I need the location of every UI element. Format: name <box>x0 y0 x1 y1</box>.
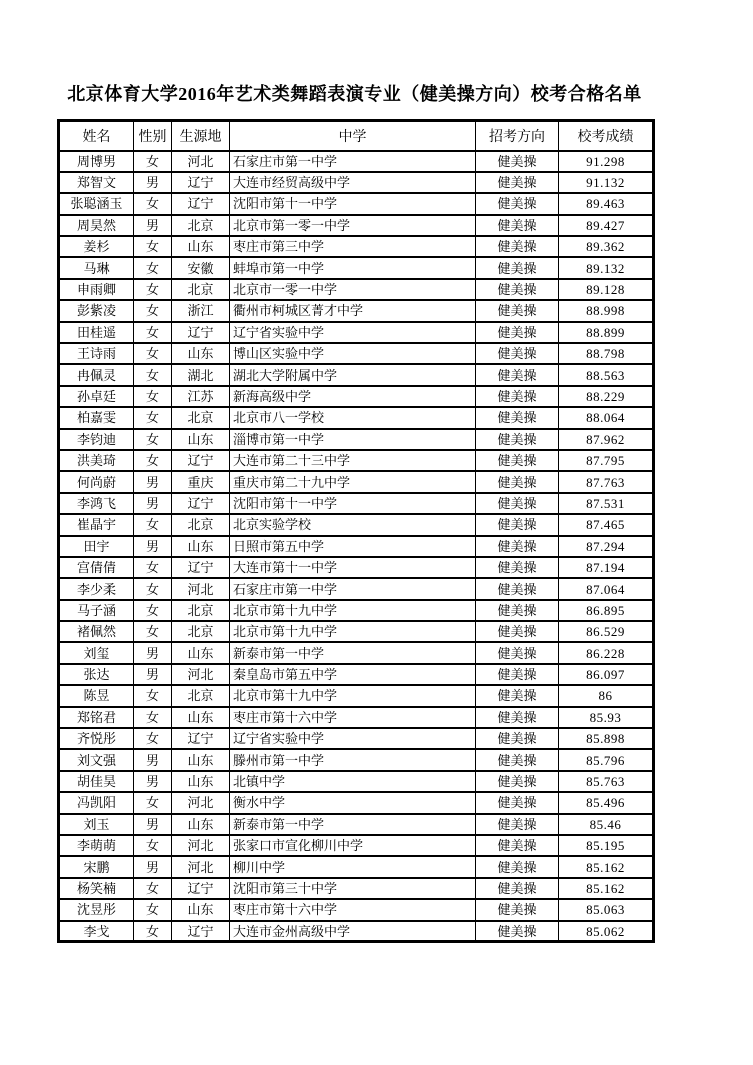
table-row <box>59 835 654 856</box>
gender-cell: 女 <box>134 450 172 471</box>
score-cell: 85.062 <box>559 921 654 942</box>
table-row <box>59 771 654 792</box>
origin-cell: 辽宁 <box>172 557 230 578</box>
name-cell: 马琳 <box>59 257 134 278</box>
school-cell: 博山区实验中学 <box>230 343 476 364</box>
origin-cell: 山东 <box>172 236 230 257</box>
school-cell: 北京市第十九中学 <box>230 621 476 642</box>
header-row <box>59 121 654 151</box>
table-row <box>59 215 654 236</box>
gender-cell: 男 <box>134 493 172 514</box>
table-row <box>59 899 654 920</box>
column-header-name: 姓名 <box>59 121 134 151</box>
score-cell: 88.064 <box>559 407 654 428</box>
gender-cell: 女 <box>134 300 172 321</box>
origin-cell: 辽宁 <box>172 921 230 942</box>
school-cell: 沈阳市第三十中学 <box>230 878 476 899</box>
name-cell: 李萌萌 <box>59 835 134 856</box>
score-cell: 87.962 <box>559 429 654 450</box>
origin-cell: 山东 <box>172 642 230 663</box>
direction-cell: 健美操 <box>476 792 559 813</box>
score-cell: 86.228 <box>559 642 654 663</box>
gender-cell: 男 <box>134 749 172 770</box>
school-cell: 衢州市柯城区菁才中学 <box>230 300 476 321</box>
direction-cell: 健美操 <box>476 322 559 343</box>
name-cell: 李钧迪 <box>59 429 134 450</box>
origin-cell: 河北 <box>172 835 230 856</box>
origin-cell: 辽宁 <box>172 172 230 193</box>
origin-cell: 浙江 <box>172 300 230 321</box>
name-cell: 胡佳昊 <box>59 771 134 792</box>
gender-cell: 男 <box>134 471 172 492</box>
school-cell: 北京市八一学校 <box>230 407 476 428</box>
table-row <box>59 707 654 728</box>
gender-cell: 女 <box>134 600 172 621</box>
school-cell: 大连市金州高级中学 <box>230 921 476 942</box>
origin-cell: 北京 <box>172 685 230 706</box>
column-header-direction: 招考方向 <box>476 121 559 151</box>
school-cell: 蚌埠市第一中学 <box>230 257 476 278</box>
name-cell: 李戈 <box>59 921 134 942</box>
school-cell: 日照市第五中学 <box>230 536 476 557</box>
school-cell: 大连市第二十三中学 <box>230 450 476 471</box>
origin-cell: 辽宁 <box>172 193 230 214</box>
origin-cell: 辽宁 <box>172 493 230 514</box>
origin-cell: 河北 <box>172 664 230 685</box>
gender-cell: 男 <box>134 856 172 877</box>
school-cell: 淄博市第一中学 <box>230 429 476 450</box>
score-cell: 88.229 <box>559 386 654 407</box>
gender-cell: 男 <box>134 536 172 557</box>
direction-cell: 健美操 <box>476 557 559 578</box>
school-cell: 北京实验学校 <box>230 514 476 535</box>
direction-cell: 健美操 <box>476 343 559 364</box>
school-cell: 大连市第十一中学 <box>230 557 476 578</box>
gender-cell: 女 <box>134 236 172 257</box>
score-cell: 87.763 <box>559 471 654 492</box>
origin-cell: 山东 <box>172 536 230 557</box>
score-cell: 86.097 <box>559 664 654 685</box>
direction-cell: 健美操 <box>476 514 559 535</box>
table-row <box>59 749 654 770</box>
score-cell: 85.063 <box>559 899 654 920</box>
origin-cell: 北京 <box>172 600 230 621</box>
gender-cell: 男 <box>134 771 172 792</box>
score-cell: 86.895 <box>559 600 654 621</box>
page-title: 北京体育大学2016年艺术类舞蹈表演专业（健美操方向）校考合格名单 <box>67 84 642 104</box>
score-cell: 88.563 <box>559 364 654 385</box>
gender-cell: 男 <box>134 664 172 685</box>
column-header-origin: 生源地 <box>172 121 230 151</box>
school-cell: 沈阳市第十一中学 <box>230 493 476 514</box>
origin-cell: 山东 <box>172 814 230 835</box>
table-row <box>59 728 654 749</box>
score-cell: 87.531 <box>559 493 654 514</box>
score-cell: 85.796 <box>559 749 654 770</box>
table-row <box>59 386 654 407</box>
name-cell: 刘文强 <box>59 749 134 770</box>
direction-cell: 健美操 <box>476 899 559 920</box>
table-row <box>59 621 654 642</box>
direction-cell: 健美操 <box>476 450 559 471</box>
name-cell: 彭紫凌 <box>59 300 134 321</box>
origin-cell: 河北 <box>172 578 230 599</box>
score-cell: 89.128 <box>559 279 654 300</box>
table-row <box>59 856 654 877</box>
score-cell: 85.496 <box>559 792 654 813</box>
direction-cell: 健美操 <box>476 429 559 450</box>
results-table <box>57 119 655 943</box>
table-row <box>59 792 654 813</box>
gender-cell: 女 <box>134 878 172 899</box>
table-row <box>59 664 654 685</box>
score-cell: 85.93 <box>559 707 654 728</box>
name-cell: 何尚蔚 <box>59 471 134 492</box>
school-cell: 枣庄市第十六中学 <box>230 707 476 728</box>
direction-cell: 健美操 <box>476 856 559 877</box>
gender-cell: 女 <box>134 707 172 728</box>
direction-cell: 健美操 <box>476 621 559 642</box>
table-row <box>59 407 654 428</box>
score-cell: 89.132 <box>559 257 654 278</box>
origin-cell: 河北 <box>172 151 230 172</box>
gender-cell: 男 <box>134 642 172 663</box>
table-row <box>59 343 654 364</box>
gender-cell: 女 <box>134 514 172 535</box>
score-cell: 86.529 <box>559 621 654 642</box>
name-cell: 宫倩倩 <box>59 557 134 578</box>
table-row <box>59 151 654 172</box>
origin-cell: 河北 <box>172 856 230 877</box>
score-cell: 89.362 <box>559 236 654 257</box>
score-cell: 87.294 <box>559 536 654 557</box>
direction-cell: 健美操 <box>476 151 559 172</box>
name-cell: 张聪涵玉 <box>59 193 134 214</box>
column-header-school: 中学 <box>230 121 476 151</box>
school-cell: 沈阳市第十一中学 <box>230 193 476 214</box>
direction-cell: 健美操 <box>476 878 559 899</box>
school-cell: 秦皇岛市第五中学 <box>230 664 476 685</box>
name-cell: 沈昱彤 <box>59 899 134 920</box>
origin-cell: 山东 <box>172 899 230 920</box>
direction-cell: 健美操 <box>476 257 559 278</box>
gender-cell: 女 <box>134 343 172 364</box>
table-row <box>59 536 654 557</box>
direction-cell: 健美操 <box>476 215 559 236</box>
name-cell: 李鸿飞 <box>59 493 134 514</box>
direction-cell: 健美操 <box>476 236 559 257</box>
school-cell: 张家口市宣化柳川中学 <box>230 835 476 856</box>
school-cell: 枣庄市第三中学 <box>230 236 476 257</box>
school-cell: 辽宁省实验中学 <box>230 728 476 749</box>
score-cell: 89.427 <box>559 215 654 236</box>
gender-cell: 女 <box>134 921 172 942</box>
table-row <box>59 493 654 514</box>
table-row <box>59 471 654 492</box>
school-cell: 湖北大学附属中学 <box>230 364 476 385</box>
table-row <box>59 514 654 535</box>
origin-cell: 北京 <box>172 621 230 642</box>
score-cell: 85.898 <box>559 728 654 749</box>
table-row <box>59 685 654 706</box>
name-cell: 刘玉 <box>59 814 134 835</box>
origin-cell: 山东 <box>172 707 230 728</box>
origin-cell: 安徽 <box>172 257 230 278</box>
name-cell: 宋鹏 <box>59 856 134 877</box>
results-table-body <box>59 151 654 942</box>
school-cell: 北京市第一零一中学 <box>230 215 476 236</box>
name-cell: 陈昱 <box>59 685 134 706</box>
direction-cell: 健美操 <box>476 279 559 300</box>
gender-cell: 女 <box>134 407 172 428</box>
school-cell: 北京市一零一中学 <box>230 279 476 300</box>
origin-cell: 辽宁 <box>172 450 230 471</box>
table-row <box>59 878 654 899</box>
score-cell: 85.763 <box>559 771 654 792</box>
document-content <box>57 80 652 943</box>
table-row <box>59 322 654 343</box>
school-cell: 北京市第十九中学 <box>230 685 476 706</box>
column-header-score: 校考成绩 <box>559 121 654 151</box>
school-cell: 重庆市第二十九中学 <box>230 471 476 492</box>
gender-cell: 男 <box>134 215 172 236</box>
score-cell: 91.132 <box>559 172 654 193</box>
gender-cell: 女 <box>134 429 172 450</box>
score-cell: 85.162 <box>559 878 654 899</box>
school-cell: 新海高级中学 <box>230 386 476 407</box>
school-cell: 石家庄市第一中学 <box>230 151 476 172</box>
gender-cell: 女 <box>134 685 172 706</box>
name-cell: 田桂遥 <box>59 322 134 343</box>
name-cell: 周昊然 <box>59 215 134 236</box>
gender-cell: 女 <box>134 621 172 642</box>
direction-cell: 健美操 <box>476 493 559 514</box>
gender-cell: 女 <box>134 792 172 813</box>
gender-cell: 女 <box>134 728 172 749</box>
school-cell: 石家庄市第一中学 <box>230 578 476 599</box>
gender-cell: 女 <box>134 578 172 599</box>
school-cell: 新泰市第一中学 <box>230 814 476 835</box>
direction-cell: 健美操 <box>476 707 559 728</box>
name-cell: 郑智文 <box>59 172 134 193</box>
column-header-gender: 性别 <box>134 121 172 151</box>
table-row <box>59 600 654 621</box>
table-row <box>59 642 654 663</box>
origin-cell: 山东 <box>172 429 230 450</box>
table-row <box>59 557 654 578</box>
origin-cell: 辽宁 <box>172 322 230 343</box>
name-cell: 郑铭君 <box>59 707 134 728</box>
direction-cell: 健美操 <box>476 642 559 663</box>
name-cell: 冯凯阳 <box>59 792 134 813</box>
origin-cell: 河北 <box>172 792 230 813</box>
direction-cell: 健美操 <box>476 193 559 214</box>
origin-cell: 湖北 <box>172 364 230 385</box>
gender-cell: 女 <box>134 386 172 407</box>
origin-cell: 山东 <box>172 771 230 792</box>
direction-cell: 健美操 <box>476 536 559 557</box>
name-cell: 张达 <box>59 664 134 685</box>
gender-cell: 女 <box>134 322 172 343</box>
name-cell: 马子涵 <box>59 600 134 621</box>
school-cell: 新泰市第一中学 <box>230 642 476 663</box>
score-cell: 85.46 <box>559 814 654 835</box>
score-cell: 85.195 <box>559 835 654 856</box>
table-row <box>59 364 654 385</box>
origin-cell: 重庆 <box>172 471 230 492</box>
name-cell: 柏嘉雯 <box>59 407 134 428</box>
school-cell: 滕州市第一中学 <box>230 749 476 770</box>
table-row <box>59 814 654 835</box>
origin-cell: 江苏 <box>172 386 230 407</box>
score-cell: 87.795 <box>559 450 654 471</box>
origin-cell: 北京 <box>172 407 230 428</box>
direction-cell: 健美操 <box>476 407 559 428</box>
score-cell: 85.162 <box>559 856 654 877</box>
direction-cell: 健美操 <box>476 771 559 792</box>
table-row <box>59 429 654 450</box>
direction-cell: 健美操 <box>476 728 559 749</box>
direction-cell: 健美操 <box>476 664 559 685</box>
gender-cell: 女 <box>134 279 172 300</box>
direction-cell: 健美操 <box>476 172 559 193</box>
school-cell: 北京市第十九中学 <box>230 600 476 621</box>
name-cell: 田宇 <box>59 536 134 557</box>
origin-cell: 辽宁 <box>172 728 230 749</box>
name-cell: 周博男 <box>59 151 134 172</box>
name-cell: 齐悦彤 <box>59 728 134 749</box>
direction-cell: 健美操 <box>476 386 559 407</box>
score-cell: 88.998 <box>559 300 654 321</box>
name-cell: 申雨卿 <box>59 279 134 300</box>
score-cell: 86 <box>559 685 654 706</box>
name-cell: 崔晶宇 <box>59 514 134 535</box>
direction-cell: 健美操 <box>476 364 559 385</box>
school-cell: 辽宁省实验中学 <box>230 322 476 343</box>
school-cell: 大连市经贸高级中学 <box>230 172 476 193</box>
school-cell: 枣庄市第十六中学 <box>230 899 476 920</box>
direction-cell: 健美操 <box>476 921 559 942</box>
name-cell: 冉佩灵 <box>59 364 134 385</box>
table-row <box>59 921 654 942</box>
score-cell: 87.465 <box>559 514 654 535</box>
gender-cell: 女 <box>134 364 172 385</box>
table-row <box>59 193 654 214</box>
score-cell: 87.194 <box>559 557 654 578</box>
table-row <box>59 279 654 300</box>
table-row <box>59 257 654 278</box>
table-row <box>59 236 654 257</box>
name-cell: 褚佩然 <box>59 621 134 642</box>
direction-cell: 健美操 <box>476 578 559 599</box>
direction-cell: 健美操 <box>476 835 559 856</box>
name-cell: 姜杉 <box>59 236 134 257</box>
table-row <box>59 172 654 193</box>
school-cell: 北镇中学 <box>230 771 476 792</box>
origin-cell: 北京 <box>172 279 230 300</box>
score-cell: 89.463 <box>559 193 654 214</box>
gender-cell: 女 <box>134 151 172 172</box>
origin-cell: 北京 <box>172 514 230 535</box>
origin-cell: 北京 <box>172 215 230 236</box>
gender-cell: 男 <box>134 172 172 193</box>
gender-cell: 女 <box>134 899 172 920</box>
name-cell: 孙卓廷 <box>59 386 134 407</box>
score-cell: 88.798 <box>559 343 654 364</box>
direction-cell: 健美操 <box>476 600 559 621</box>
score-cell: 87.064 <box>559 578 654 599</box>
score-cell: 91.298 <box>559 151 654 172</box>
gender-cell: 女 <box>134 835 172 856</box>
name-cell: 李少柔 <box>59 578 134 599</box>
score-cell: 88.899 <box>559 322 654 343</box>
direction-cell: 健美操 <box>476 749 559 770</box>
direction-cell: 健美操 <box>476 300 559 321</box>
direction-cell: 健美操 <box>476 471 559 492</box>
name-cell: 王诗雨 <box>59 343 134 364</box>
name-cell: 刘玺 <box>59 642 134 663</box>
name-cell: 杨笑楠 <box>59 878 134 899</box>
origin-cell: 山东 <box>172 343 230 364</box>
origin-cell: 辽宁 <box>172 878 230 899</box>
school-cell: 柳川中学 <box>230 856 476 877</box>
gender-cell: 女 <box>134 557 172 578</box>
table-row <box>59 450 654 471</box>
table-row <box>59 300 654 321</box>
gender-cell: 女 <box>134 193 172 214</box>
gender-cell: 女 <box>134 257 172 278</box>
origin-cell: 山东 <box>172 749 230 770</box>
school-cell: 衡水中学 <box>230 792 476 813</box>
table-row <box>59 578 654 599</box>
direction-cell: 健美操 <box>476 685 559 706</box>
gender-cell: 男 <box>134 814 172 835</box>
direction-cell: 健美操 <box>476 814 559 835</box>
name-cell: 洪美琦 <box>59 450 134 471</box>
